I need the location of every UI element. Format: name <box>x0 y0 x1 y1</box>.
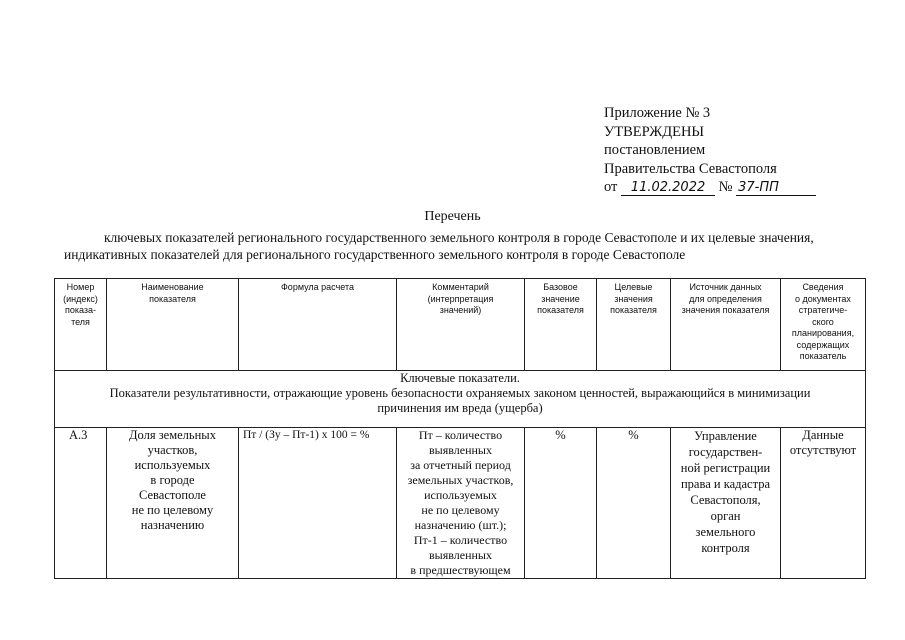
cell-text-line: земельного <box>695 525 756 539</box>
cell-text-line: Доля земельных <box>129 428 216 442</box>
row-docs <box>781 428 866 579</box>
header-base-value <box>525 279 597 371</box>
cell-text-line: Севастополя, <box>690 493 761 507</box>
cell-text-line: Наименование <box>141 282 204 292</box>
cell-text-line: назначению <box>140 518 205 532</box>
cell-text-line: Комментарий <box>432 282 489 292</box>
cell-text-line: показателя <box>610 305 657 315</box>
cell-text-line: контроля <box>701 541 750 555</box>
date-number-line <box>604 178 816 197</box>
header-name <box>107 279 239 371</box>
cell-text-line: Сведения <box>802 282 844 292</box>
cell-text-line: Данные <box>802 428 844 442</box>
header-docs <box>781 279 866 371</box>
cell-text-line: ского <box>812 316 834 327</box>
cell-text-line: выявленных <box>429 548 492 562</box>
cell-text-line: выявленных <box>429 443 492 457</box>
cell-text-line: орган <box>710 509 741 523</box>
cell-text-line: права и кадастра <box>680 477 770 491</box>
cell-text-line: показа- <box>64 305 97 315</box>
cell-text-line: (интерпретация <box>427 293 494 304</box>
cell-text-line: участков, <box>147 443 198 457</box>
cell-text-line: в предшествующем <box>410 563 511 577</box>
section-heading <box>55 371 866 428</box>
cell-text-line: значение <box>541 293 580 304</box>
cell-text-line: государствен- <box>688 445 763 459</box>
row-formula: Пт / (Зу – Пт-1) х 100 = % <box>239 428 397 579</box>
cell-text-line: Целевые <box>614 282 653 292</box>
cell-text-line: не по целевому <box>421 503 500 517</box>
appendix-line: Правительства Севастополя <box>604 160 777 177</box>
cell-text-line: назначению (шт.); <box>414 518 507 532</box>
appendix-line: постановлением <box>604 142 706 158</box>
appendix-block <box>604 104 816 197</box>
cell-text-line: Номер <box>66 282 95 292</box>
header-index <box>55 279 107 371</box>
cell-text-line: причинения им вреда (ущерба) <box>377 401 543 415</box>
cell-text-line: в городе <box>150 473 195 487</box>
section-row <box>55 371 866 428</box>
header-comment <box>397 279 525 371</box>
table-row <box>55 428 866 579</box>
row-comment <box>397 428 525 579</box>
indicators-table <box>54 278 866 579</box>
cell-text-line: Севастополе <box>139 488 206 502</box>
cell-text-line: теля <box>71 316 90 327</box>
row-base-value: % <box>525 428 597 579</box>
row-target-value: % <box>597 428 671 579</box>
cell-text-line: Базовое <box>543 282 578 292</box>
header-target-value <box>597 279 671 371</box>
row-index: А.3 <box>55 428 107 579</box>
cell-text-line: Показатели результативности, отражающие уровень безопасности охраняемых законом ценностей, выражающийся в минимизации <box>109 386 811 400</box>
cell-text-line: Источник данных <box>689 282 762 292</box>
cell-text-line: Формула расчета <box>280 282 355 292</box>
cell-text-line: значения <box>614 293 653 304</box>
document-subtitle: ключевых показателей регионального государственного земельного контроля в городе Севастополе и их целевые значения, индикативных показателей для регионального государственного земельного контроля в городе Севастополе <box>64 230 814 262</box>
cell-text-line: ной регистрации <box>680 461 771 475</box>
document-title: Перечень <box>424 209 481 224</box>
cell-text-line: планирования, <box>791 328 855 338</box>
appendix-line: Приложение № 3 <box>604 105 711 121</box>
approved-label: УТВЕРЖДЕНЫ <box>604 123 705 140</box>
date-prefix: от <box>604 179 618 195</box>
cell-text-line: показатель <box>799 351 847 361</box>
header-source <box>671 279 781 371</box>
number-prefix: № <box>718 179 733 195</box>
row-name <box>107 428 239 579</box>
cell-text-line: показателя <box>537 305 584 315</box>
cell-text-line: используемых <box>134 458 211 472</box>
cell-text-line: содержащих <box>796 339 850 350</box>
handwritten-number: 37-ПП <box>736 180 816 196</box>
header-formula <box>239 279 397 371</box>
cell-text-line: о документах <box>795 293 851 304</box>
cell-text-line: используемых <box>424 488 497 502</box>
cell-text-line: показателя <box>149 293 196 304</box>
cell-text-line: Управление <box>694 429 757 443</box>
cell-text-line: значений) <box>439 305 482 315</box>
cell-text-line: (индекс) <box>63 293 98 304</box>
table-header-row <box>55 279 866 371</box>
cell-text-line: Пт-1 – количество <box>413 533 508 547</box>
cell-text-line: Пт – количество <box>418 428 503 442</box>
cell-text-line: Ключевые показатели. <box>400 371 520 385</box>
handwritten-date: 11.02.2022 <box>621 180 715 196</box>
cell-text-line: за отчетный период <box>410 458 511 472</box>
cell-text-line: не по целевому <box>131 503 214 517</box>
cell-text-line: значения показателя <box>681 305 770 315</box>
cell-text-line: земельных участков, <box>407 473 514 487</box>
row-source <box>671 428 781 579</box>
cell-text-line: отсутствуют <box>789 443 857 457</box>
cell-text-line: для определения <box>689 293 762 304</box>
cell-text-line: стратегиче- <box>798 305 848 315</box>
